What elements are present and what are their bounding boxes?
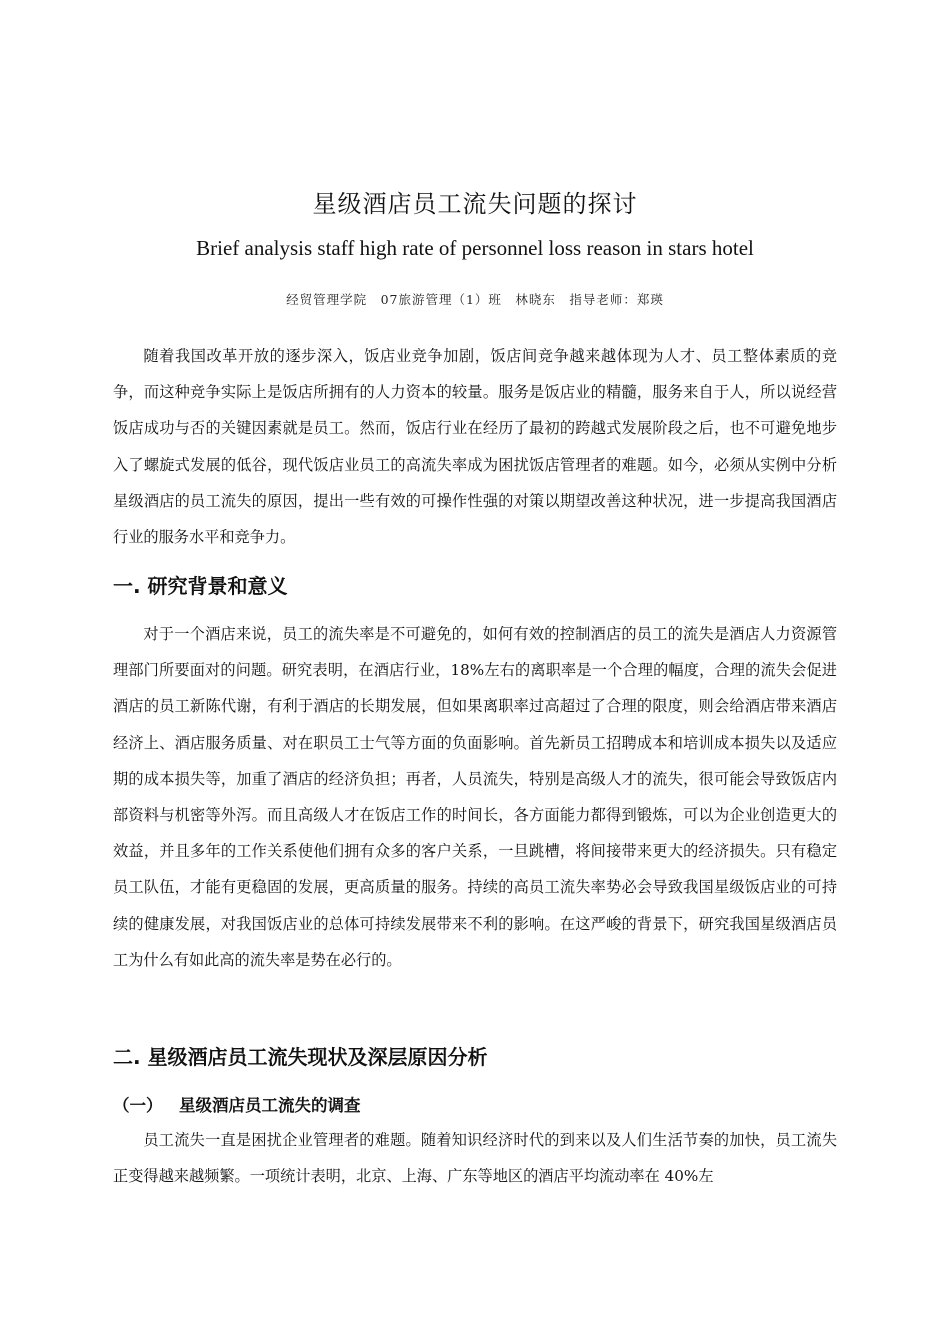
- author-line: 经贸管理学院 07旅游管理（1）班 林晓东 指导老师：郑瑛: [286, 292, 664, 307]
- document-title: 星级酒店员工流失问题的探讨: [312, 190, 638, 218]
- section-1-paragraph: 对于一个酒店来说，员工的流失率是不可避免的，如何有效的控制酒店的员工的流失是酒店人力资源管理部门所要面对的问题。研究表明，在酒店行业，18%左右的离职率是一个合理的幅度，合理的流失会促进酒店的员工新陈代谢，有利于酒店的长期发展，但如果离职率过高超过了合理的限度，则会给酒店带来酒店经济上、酒店服务质量、对在职员工士气等方面的负面影响。首先新员工招聘成本和培训成本损失以及适应期的成本损失等，加重了酒店的经济负担；再者，人员流失，特别是高级人才的流失，很可能会导致饭店内部资料与机密等外泻。而且高级人才在饭店工作的时间长，各方面能力都得到锻炼，可以为企业创造更大的效益，并且多年的工作关系使他们拥有众多的客户关系，一旦跳槽，将间接带来更大的经济损失。只有稳定员工队伍，才能有更稳固的发展，更高质量的服务。持续的高员工流失率势必会导致我国星级饭店业的可持续的健康发展，对我国饭店业的总体可持续发展带来不利的影响。在这严峻的背景下，研究我国星级酒店员工为什么有如此高的流失率是势在必行的。: [113, 625, 837, 969]
- subsection-1-title: 星级酒店员工流失的调查: [179, 1096, 361, 1115]
- subsection-1-paragraph: 员工流失一直是困扰企业管理者的难题。随着知识经济时代的到来以及人们生活节奏的加快，员工流失正变得越来越频繁。一项统计表明，北京、上海、广东等地区的酒店平均流动率在 40%左: [113, 1131, 837, 1186]
- subsection-1-heading: [113, 1092, 361, 1116]
- section-1-heading: 一. 研究背景和意义: [113, 574, 288, 598]
- document-subtitle: Brief analysis staff high rate of personnel loss reason in stars hotel: [196, 236, 754, 260]
- section-2-heading: 二. 星级酒店员工流失现状及深层原因分析: [113, 1045, 488, 1069]
- intro-paragraph: 随着我国改革开放的逐步深入，饭店业竞争加剧，饭店间竞争越来越体现为人才、员工整体素质的竞争，而这种竞争实际上是饭店所拥有的人力资本的较量。服务是饭店业的精髓，服务来自于人，所以说经营饭店成功与否的关键因素就是员工。然而，饭店行业在经历了最初的跨越式发展阶段之后，也不可避免地步入了螺旋式发展的低谷，现代饭店业员工的高流失率成为困扰饭店管理者的难题。如今，必须从实例中分析星级酒店的员工流失的原因，提出一些有效的可操作性强的对策以期望改善这种状况，进一步提高我国酒店行业的服务水平和竞争力。: [113, 347, 837, 547]
- subsection-1-number: （一）: [113, 1096, 163, 1115]
